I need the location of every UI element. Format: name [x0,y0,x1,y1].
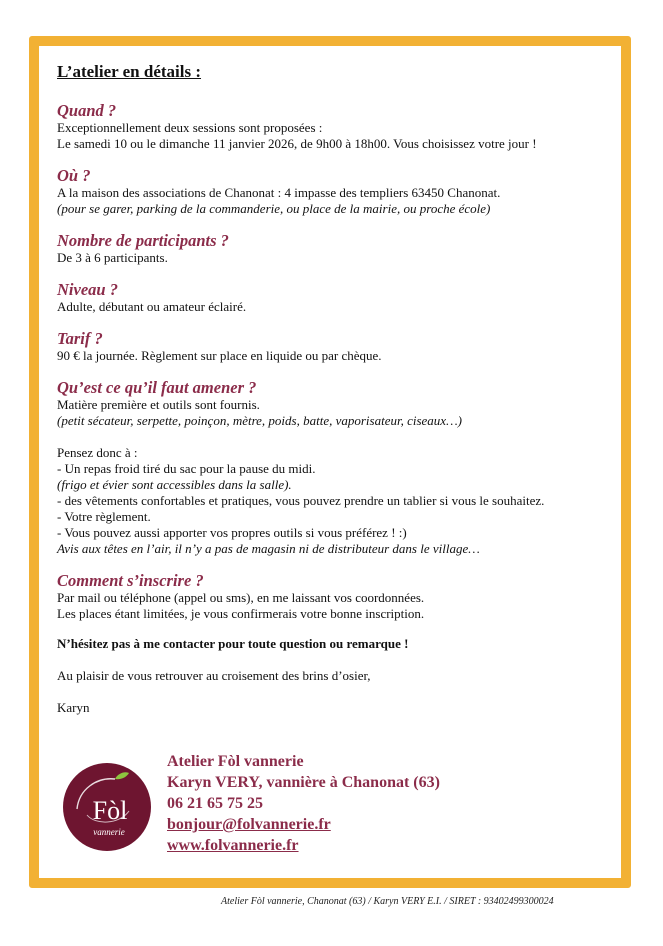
section-where [57,166,607,217]
warning-note: Avis aux têtes en l’air, il n’y a pas de magasin ni de distributeur dans le village… [57,541,480,556]
bring-intro: Pensez donc à : [57,445,138,460]
list-item: - des vêtements confortables et pratiques, vous pouvez prendre un tablier si vous le souhaitez. [57,493,545,508]
text-line: A la maison des associations de Chanonat : 4 impasse des templiers 63450 Chanonat. [57,185,501,200]
spacer [57,429,607,445]
list-item: - Un repas froid tiré du sac pour la pause du midi. [57,461,316,476]
folvannerie-logo [63,763,151,851]
list-item: - Votre règlement. [57,509,151,524]
contact-details [167,751,440,856]
signature: Karyn [57,700,90,715]
email-link[interactable]: bonjour@folvannerie.fr [167,816,331,833]
text-line: Adulte, débutant ou amateur éclairé. [57,299,247,314]
section-heading: Où ? [57,166,91,185]
owner-name: Karyn VERY, vannière à Chanonat (63) [167,774,440,791]
document-content [57,62,607,716]
section-heading: Tarif ? [57,329,103,348]
text-line: Matière première et outils sont fournis. [57,397,260,412]
spacer [57,652,607,668]
document-frame [29,36,631,888]
footer-legal: Atelier Fòl vannerie, Chanonat (63) / Karyn VERY E.I. / SIRET : 93402499300024 [221,896,554,907]
spacer [57,684,607,700]
list-item: - Vous pouvez aussi apporter vos propres outils si vous préférez ! :) [57,525,407,540]
logo-word: vannerie [93,827,125,837]
phone-number: 06 21 65 75 25 [167,795,263,812]
business-name: Atelier Fòl vannerie [167,753,304,770]
tools-note: (petit sécateur, serpette, poinçon, mètre, poids, batte, vaporisateur, ciseaux…) [57,413,462,428]
logo-letters: Fòl [92,796,128,825]
section-price [57,329,607,364]
section-when [57,101,607,152]
text-line: 90 € la journée. Règlement sur place en liquide ou par chèque. [57,348,382,363]
section-what-to-bring [57,378,607,557]
section-heading: Qu’est ce qu’il faut amener ? [57,378,257,397]
section-heading: Niveau ? [57,280,118,299]
greeting: Au plaisir de vous retrouver au croisement des brins d’osier, [57,668,371,683]
text-line: Par mail ou téléphone (appel ou sms), en me laissant vos coordonnées. [57,590,425,605]
text-line: Exceptionnellement deux sessions sont proposées : [57,120,323,135]
section-heading: Quand ? [57,101,117,120]
section-heading: Nombre de participants ? [57,231,229,250]
text-line: De 3 à 6 participants. [57,250,168,265]
parking-note: (pour se garer, parking de la commanderie, ou place de la mairie, ou proche école) [57,201,491,216]
section-register [57,571,607,622]
section-level [57,280,607,315]
section-heading: Comment s’inscrire ? [57,571,204,590]
contact-cta: N’hésitez pas à me contacter pour toute question ou remarque ! [57,636,409,651]
text-line: Les places étant limitées, je vous confirmerais votre bonne inscription. [57,606,425,621]
section-participants [57,231,607,266]
contact-block [57,751,617,861]
website-link[interactable]: www.folvannerie.fr [167,837,299,854]
page-title: L’atelier en détails : [57,62,202,81]
list-item-note: (frigo et évier sont accessibles dans la salle). [57,477,292,492]
text-line: Le samedi 10 ou le dimanche 11 janvier 2026, de 9h00 à 18h00. Vous choisissez votre jour ! [57,136,537,151]
